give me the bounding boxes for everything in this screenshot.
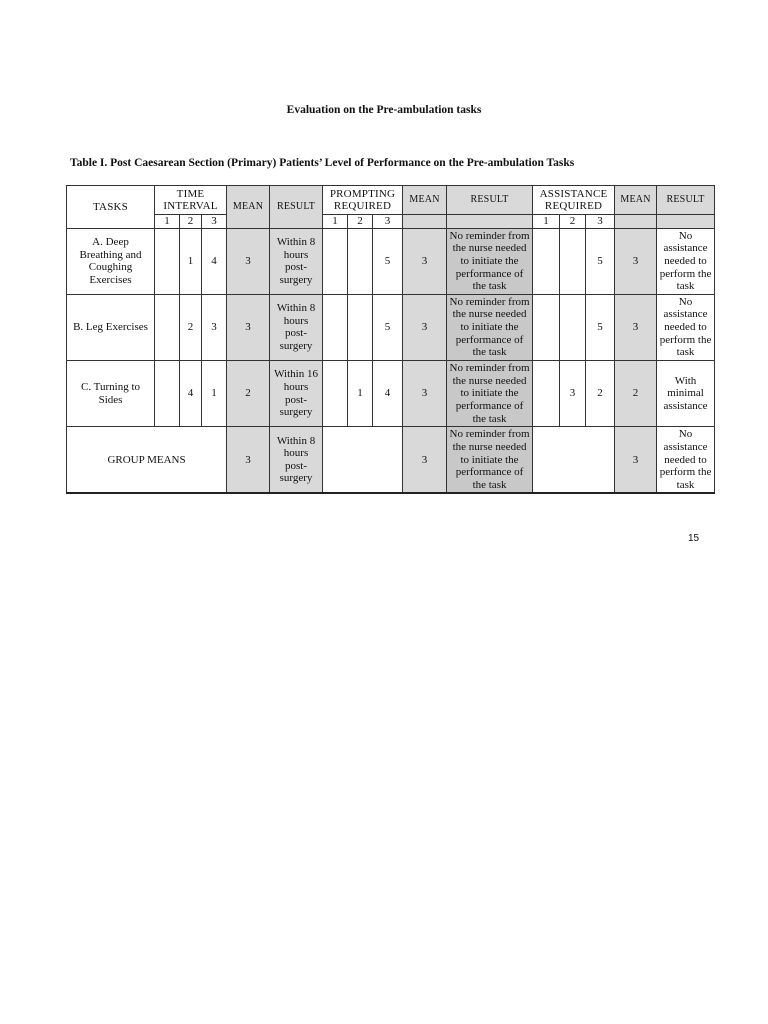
subheader-row bbox=[67, 215, 715, 229]
assist-cell-2 bbox=[560, 294, 586, 360]
prompt-cell-3: 5 bbox=[373, 228, 403, 294]
time-cell-1 bbox=[155, 361, 180, 427]
subheader-prompt-1: 1 bbox=[323, 215, 348, 229]
time-cell-3: 3 bbox=[202, 294, 227, 360]
group-means-label: GROUP MEANS bbox=[67, 427, 227, 494]
subheader-assist-3: 3 bbox=[586, 215, 615, 229]
prompt-cell-2 bbox=[348, 294, 373, 360]
group-time-result: Within 8 hours post-surgery bbox=[270, 427, 323, 494]
subheader-time-2: 2 bbox=[180, 215, 202, 229]
prompt-cell-3: 4 bbox=[373, 361, 403, 427]
assist-cell-2 bbox=[560, 228, 586, 294]
time-cell-3: 4 bbox=[202, 228, 227, 294]
table-caption: Table I. Post Caesarean Section (Primary) Patients’ Level of Performance on the Pre-ambulation Tasks bbox=[70, 157, 575, 169]
subheader-prompt-mean-blank bbox=[403, 215, 447, 229]
group-prompt-blank bbox=[323, 427, 403, 494]
subheader-time-1: 1 bbox=[155, 215, 180, 229]
prompt-cell-3: 5 bbox=[373, 294, 403, 360]
header-prompt-result: RESULT bbox=[447, 186, 533, 215]
prompt-mean: 3 bbox=[403, 228, 447, 294]
subheader-assist-mean-blank bbox=[615, 215, 657, 229]
group-means-row bbox=[67, 427, 715, 494]
prompt-cell-2: 1 bbox=[348, 361, 373, 427]
assist-mean: 2 bbox=[615, 361, 657, 427]
time-cell-3: 1 bbox=[202, 361, 227, 427]
page-number: 15 bbox=[688, 533, 700, 544]
subheader-assist-2: 2 bbox=[560, 215, 586, 229]
subheader-assist-1: 1 bbox=[533, 215, 560, 229]
time-mean: 3 bbox=[227, 294, 270, 360]
subheader-assist-result-blank bbox=[657, 215, 715, 229]
time-result: Within 8 hours post-surgery bbox=[270, 294, 323, 360]
assist-cell-3: 5 bbox=[586, 294, 615, 360]
subheader-prompt-3: 3 bbox=[373, 215, 403, 229]
assist-mean: 3 bbox=[615, 294, 657, 360]
prompt-result: No reminder from the nurse needed to initiate the performance of the task bbox=[447, 294, 533, 360]
header-time-result: RESULT bbox=[270, 186, 323, 229]
assist-mean: 3 bbox=[615, 228, 657, 294]
group-assist-mean: 3 bbox=[615, 427, 657, 494]
task-name: C. Turning to Sides bbox=[67, 361, 155, 427]
prompt-mean: 3 bbox=[403, 294, 447, 360]
task-name: B. Leg Exercises bbox=[67, 294, 155, 360]
prompt-result: No reminder from the nurse needed to initiate the performance of the task bbox=[447, 228, 533, 294]
group-assist-result: No assistance needed to perform the task bbox=[657, 427, 715, 494]
document-title: Evaluation on the Pre-ambulation tasks bbox=[286, 104, 482, 116]
subheader-prompt-2: 2 bbox=[348, 215, 373, 229]
time-result: Within 8 hours post-surgery bbox=[270, 228, 323, 294]
header-tasks: TASKS bbox=[67, 186, 155, 229]
subheader-time-3: 3 bbox=[202, 215, 227, 229]
task-name: A. Deep Breathing and Coughing Exercises bbox=[67, 228, 155, 294]
prompt-cell-1 bbox=[323, 228, 348, 294]
assist-result: With minimal assistance bbox=[657, 361, 715, 427]
assist-cell-1 bbox=[533, 228, 560, 294]
header-prompting-required: PROMPTING REQUIRED bbox=[323, 186, 403, 215]
assist-cell-1 bbox=[533, 294, 560, 360]
table-row bbox=[67, 294, 715, 360]
header-time-interval: TIME INTERVAL bbox=[155, 186, 227, 215]
prompt-result: No reminder from the nurse needed to initiate the performance of the task bbox=[447, 361, 533, 427]
performance-table bbox=[66, 185, 715, 494]
prompt-cell-2 bbox=[348, 228, 373, 294]
time-cell-1 bbox=[155, 294, 180, 360]
assist-cell-2: 3 bbox=[560, 361, 586, 427]
assist-cell-3: 2 bbox=[586, 361, 615, 427]
assist-cell-1 bbox=[533, 361, 560, 427]
group-prompt-result: No reminder from the nurse needed to initiate the performance of the task bbox=[447, 427, 533, 494]
time-mean: 2 bbox=[227, 361, 270, 427]
header-assist-mean: MEAN bbox=[615, 186, 657, 215]
subheader-prompt-result-blank bbox=[447, 215, 533, 229]
assist-cell-3: 5 bbox=[586, 228, 615, 294]
time-cell-1 bbox=[155, 228, 180, 294]
group-time-mean: 3 bbox=[227, 427, 270, 494]
header-assistance-required: ASSISTANCE REQUIRED bbox=[533, 186, 615, 215]
prompt-cell-1 bbox=[323, 294, 348, 360]
table-row bbox=[67, 361, 715, 427]
header-assist-result: RESULT bbox=[657, 186, 715, 215]
time-cell-2: 4 bbox=[180, 361, 202, 427]
table-row bbox=[67, 228, 715, 294]
time-mean: 3 bbox=[227, 228, 270, 294]
header-time-mean: MEAN bbox=[227, 186, 270, 229]
time-cell-2: 2 bbox=[180, 294, 202, 360]
group-prompt-mean: 3 bbox=[403, 427, 447, 494]
time-result: Within 16 hours post-surgery bbox=[270, 361, 323, 427]
time-cell-2: 1 bbox=[180, 228, 202, 294]
header-row bbox=[67, 186, 715, 215]
group-assist-blank bbox=[533, 427, 615, 494]
assist-result: No assistance needed to perform the task bbox=[657, 228, 715, 294]
prompt-cell-1 bbox=[323, 361, 348, 427]
prompt-mean: 3 bbox=[403, 361, 447, 427]
assist-result: No assistance needed to perform the task bbox=[657, 294, 715, 360]
header-prompt-mean: MEAN bbox=[403, 186, 447, 215]
